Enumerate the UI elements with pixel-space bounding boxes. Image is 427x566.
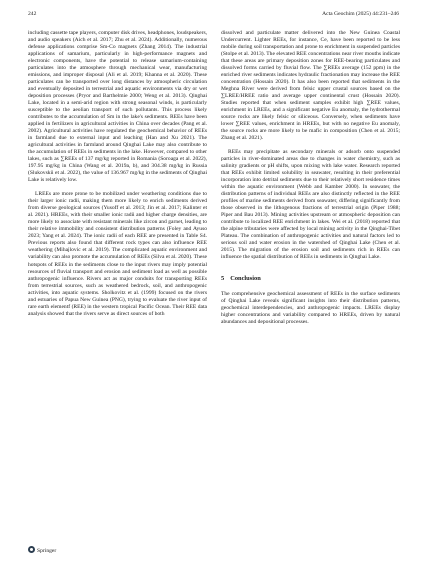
paragraph: REEs may precipitate as secondary minerals or adsorb onto suspended particles in river-dominated areas due to changes in water chemistry, such as salinity gradients or pH shifts, upon mixing with lake water. Research reported that REEs exhibit limited solubility in seawater, resulting in their preferential incorporation into detrital sediments due to their relatively short residence times within the aquatic environment (Webb and Kamber 2000). In seawater, the distribution patterns of individual REEs are also distinctly reflected in the REE profiles of marine sediments derived from seawater, differing significantly from those observed in the lithogenous fractions of terrestrial origin (Piper 1988; Piper and Bau 2013). Mining activities upstream or atmospheric deposition can contribute to localized REE enrichment in lakes. Wei et al. (2018) reported that the alpine tributaries were affected by local mining activity in the Qinghai-Tibet Plateau. The combination of anthropogenic activities and natural factors led to serious soil and water erosion in the watershed of Qinghai Lake (Chen et al. 2015). The migration of the erosion soil and sediments rich in REEs can influence the spatial distribution of REEs in sediments in Qinghai Lake. — [221, 149, 400, 261]
publisher-name: Springer — [37, 548, 57, 554]
section-number: 5 — [221, 274, 225, 282]
right-column — [221, 30, 400, 326]
page-number: 242 — [28, 11, 37, 17]
paragraph: dissolved and particulate matter delivered into the New Guinea Coastal Undercurrent. Lighter REEs, for instance, Ce, have been reported to be less mobile during soil transportation and prone to enrichment in suspended particles (Stolpe et al. 2013). The elevated REE concentrations near river mouths indicate that these areas are primary deposition zones for REE-bearing particulates and dissolved forms carried by fluvial flow. The ∑REEs average (152 ppm) in the enriched river sediments indicates hydraulic fractionation may increase the REE concentration (Hossain 2020). It has also been reported that sediments in the Meghna River were derived from felsic upper crustal sources based on the ∑LREE/HREE ratio and average upper continental crust (Hossain 2020). Studies reported that when sediment samples exhibit high ∑REE values, enrichment in LREEs, and a significant negative Eu anomaly, the hydrothermal source rocks are likely felsic or siliceous. Conversely, when sediments have lower ∑REE values, enrichment in HREEs, but with no negative Eu anomaly, the source rocks are more likely to be mafic in composition (Chen et al. 2015; Zhang et al. 2021). — [221, 30, 400, 142]
paragraph: including cassette tape players, computer disk drives, headphones, loudspeakers, and audio speakers (Aich et al. 2017; Zhu et al. 2024). Additionally, numerous defense applications comprise Sm-Co magnets (Zhang 2014). The industrial applications of samarium, particularly in high-performance magnets and electronic components, have the potential to release samarium-containing particulates into the atmosphere through mechanical wear, manufacturing emissions, and improper disposal (Ali et al. 2019; Khanna et al. 2020). These particulates can be transported over long distances by atmospheric circulation and eventually deposited in terrestrial and aquatic environments via dry or wet deposition processes (Pryor and Barthelmie 2000; Weng et al. 2013). Qinghai Lake, located in a semi-arid region with strong seasonal winds, is particularly susceptible to the aeolian transport of such pollutants. This process likely contributes to the accumulation of Sm in the lake's sediments. REEs have been applied in fertilizers in agricultural activities in China over decades (Pang et al. 2002). Agricultural activities have regulated the geochemical behavior of REEs in farmland due to external input and leaching (Han and Xu 2021). The agricultural activities in farmland around Qinghai Lake may also contribute to the accumulation of REEs in sediments in the lake. However, compared to other lakes, such as ∑REEs of 137 mg/kg reported in Romania (Soroaga et al. 2022), 197.95 mg/kg in China (Wang et al. 2019a, b), and 304.38 mg/kg in Russia (Slukovskii et al. 2022), the value of 136.967 mg/kg in the sediments of Qinghai Lake is relatively low. — [28, 30, 207, 184]
page-header — [28, 11, 399, 21]
page-footer — [28, 546, 56, 554]
section-heading — [221, 275, 400, 282]
section-title: Conclusion — [230, 274, 261, 282]
paragraph: LREEs are more prone to be mobilized under weathering conditions due to their larger ionic radii, making them more likely to enrich sediments derived from diverse geological sources (Yusoff et al. 2013; Jin et al. 2017; Kalinter et al. 2021). HREEs, with their smaller ionic radii and higher charge densities, are more likely to associate with resistant minerals like zircon and garnet, leading to their relative immobility and consistent distribution patterns (Foley and Ayuso 2023; Yang et al. 2024). The ionic radii of each REE are presented in Table S4. Previous reports also found that different rock types can also influence REE weathering (Mihajlovic et al. 2019). The complicated aquatic environment and variability can also promote the accumulation of REEs (Silva et al. 2020). These hotspots of REEs in the sediments close to the input rivers may imply potential resources of fluvial transport and erosion and sediment load as well as possible anthropogenic influence. Rivers act as major conduits for transporting REEs from terrestrial sources, such as weathered bedrock, soil, and anthropogenic activities, into aquatic systems. Sholkovitz et al. (1999) focused on the rivers and estuaries of Papua New Guinea (PNG), trying to evaluate the river input of rare earth elementf (REE) in the western tropical Pacific Ocean. Their REE data analysis showed that the rivers serve as direct sources of both — [28, 191, 207, 317]
springer-logo-icon — [28, 546, 35, 553]
journal-citation: Acta Geochim (2025) 44:231–246 — [322, 11, 399, 17]
paragraph: The comprehensive geochemical assessment of REEs in the surface sediments of Qinghai Lake reveals significant insights into their distribution patterns, geochemical interdependencies, and anthropogenic impacts. LREEs display higher concentrations and variability compared to HREEs, driven by natural abundances and depositional processes. — [221, 290, 400, 325]
left-column — [28, 30, 207, 318]
